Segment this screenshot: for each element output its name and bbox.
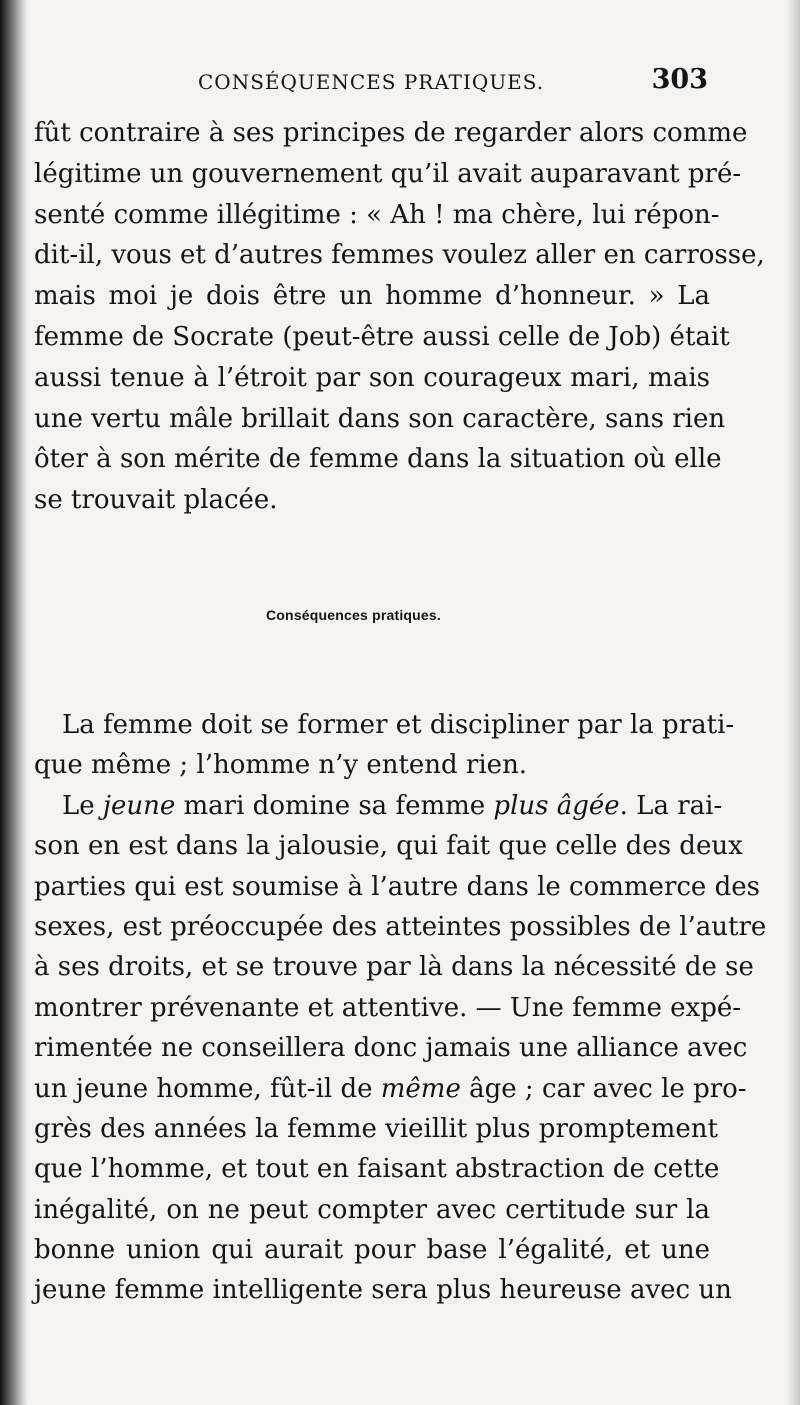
text-run: âge ; car avec le pro-: [460, 1073, 747, 1104]
text-run: Le: [62, 790, 103, 821]
text-line: femme de Socrate (peut-être aussi celle de Job) était: [34, 321, 730, 352]
text-line: mais moi je dois être un homme d’honneur. » La: [34, 281, 710, 312]
text-line: son en est dans la jalousie, qui fait que celle des deux: [34, 831, 743, 862]
text-line: [34, 786, 723, 826]
top-paragraph: [34, 113, 765, 521]
text-line: [34, 1069, 747, 1109]
text-line: parties qui est soumise à l’autre dans le commerce des: [34, 871, 760, 902]
running-head: [34, 64, 710, 100]
text-line: que même ; l’homme n’y entend rien.: [34, 750, 528, 781]
text-line: dit-il, vous et d’autres femmes voulez aller en carrosse,: [34, 240, 765, 271]
text-line: grès des années la femme vieillit plus promptement: [34, 1113, 718, 1144]
italic-text: plus âgée: [493, 790, 620, 821]
text-line: montrer prévenante et attentive. — Une femme expé-: [34, 992, 742, 1023]
text-line: que l’homme, et tout en faisant abstraction de cette: [34, 1154, 720, 1185]
text-line: rimentée ne conseillera donc jamais une alliance avec: [34, 1033, 748, 1064]
text-run: un jeune homme, fût-il de: [34, 1073, 381, 1104]
book-page: [34, 0, 767, 1405]
text-line: inégalité, on ne peut compter avec certitude sur la: [34, 1194, 710, 1225]
text-line: bonne union qui aurait pour base l’égalité, et une: [34, 1235, 710, 1266]
text-line: senté comme illégitime : « Ah ! ma chère, lui répon-: [34, 199, 720, 230]
text-line: à ses droits, et se trouve par là dans la nécessité de se: [34, 952, 754, 983]
text-run: . La rai-: [619, 790, 723, 821]
text-line: La femme doit se former et discipliner par la prati-: [62, 710, 735, 740]
text-line: fût contraire à ses principes de regarder alors comme: [34, 118, 748, 148]
text-line: une vertu mâle brillait dans son caractère, sans rien: [34, 403, 726, 434]
running-head-title: CONSÉQUENCES PRATIQUES.: [198, 70, 545, 94]
text-line: se trouvait placée.: [34, 485, 278, 516]
page-number: 303: [651, 64, 708, 95]
text-line: légitime un gouvernement qu’il avait auparavant pré-: [34, 158, 742, 189]
italic-text: même: [380, 1073, 461, 1104]
body-paragraphs: [34, 705, 767, 1311]
text-line: ôter à son mérite de femme dans la situation où elle: [34, 444, 722, 475]
text-line: jeune femme intelligente sera plus heureuse avec un: [34, 1275, 732, 1306]
page-edge: [786, 0, 800, 1405]
text-line: aussi tenue à l’étroit par son courageux mari, mais: [34, 362, 710, 393]
section-heading: Conséquences pratiques.: [266, 607, 441, 623]
binding-shadow: [0, 0, 28, 1405]
italic-text: jeune: [102, 790, 176, 821]
text-line: sexes, est préoccupée des atteintes possibles de l’autre: [34, 911, 767, 942]
text-run: mari domine sa femme: [175, 790, 494, 821]
